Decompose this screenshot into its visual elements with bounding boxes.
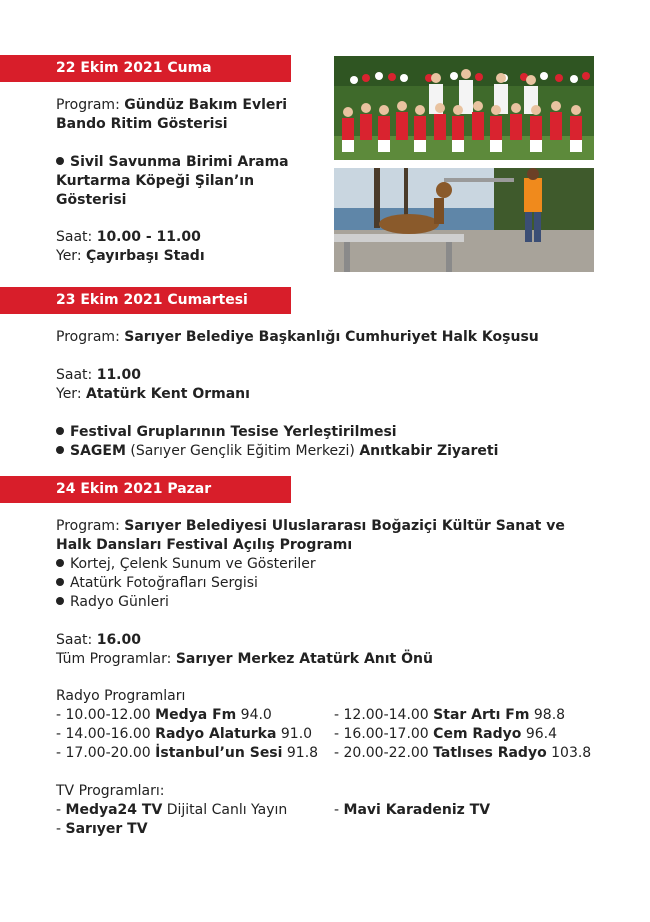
time-label: Saat:: [56, 229, 97, 245]
tv-row: [56, 801, 287, 820]
tv-channel: Mavi Karadeniz TV: [343, 802, 491, 818]
bullet-icon: [56, 157, 64, 165]
tv-channel: Medya24 TV: [65, 802, 163, 818]
time-line: [56, 366, 141, 385]
radio-time: - 14.00-16.00: [56, 726, 156, 742]
time-value: 16.00: [96, 632, 141, 648]
program-line: [56, 517, 565, 536]
radio-station: Radyo Alaturka: [155, 726, 277, 742]
date-banner-24-ekim: [0, 476, 291, 503]
bullet-icon: [56, 578, 64, 586]
radio-time: - 20.00-22.00: [334, 745, 434, 761]
radio-time: - 12.00-14.00: [334, 707, 434, 723]
program-line: [56, 96, 287, 115]
bullet-item: [56, 153, 289, 172]
bullet-item: [56, 442, 498, 461]
bullet-text: Sivil Savunma Birimi Arama: [70, 154, 289, 170]
program-title: Sarıyer Belediyesi Uluslararası Boğaziçi Kültür Sanat ve: [124, 518, 565, 534]
all-programs-venue: Sarıyer Merkez Atatürk Anıt Önü: [175, 651, 433, 667]
bullet-text: Festival Gruplarının Tesise Yerleştirilmesi: [70, 424, 397, 440]
date-text: 22 Ekim 2021 Cuma: [56, 60, 212, 76]
program-label: Program:: [56, 329, 125, 345]
venue-line: [56, 247, 205, 266]
radio-time: - 17.00-20.00: [56, 745, 156, 761]
bullet-icon: [56, 446, 64, 454]
program-label: Program:: [56, 97, 125, 113]
radio-time: - 16.00-17.00: [334, 726, 434, 742]
all-programs-line: [56, 650, 433, 669]
bullet-icon: [56, 427, 64, 435]
date-banner-22-ekim: [0, 55, 291, 82]
tv-dash: -: [56, 821, 66, 837]
venue-value: Çayırbaşı Stadı: [85, 248, 205, 264]
bullet-text: Kortej, Çelenk Sunum ve Gösteriler: [70, 556, 316, 572]
venue-line: [56, 385, 250, 404]
program-title-cont: Halk Dansları Festival Açılış Programı: [56, 537, 353, 553]
bullet-item-cont-2: [56, 191, 126, 210]
radio-frequency: 96.4: [521, 726, 558, 742]
bullet-item: [56, 574, 258, 593]
radio-frequency: 91.8: [282, 745, 319, 761]
program-line-2: [56, 115, 228, 134]
radio-row: [56, 706, 272, 725]
radio-section-title: [56, 687, 185, 706]
program-title-cont: Bando Ritim Gösterisi: [56, 116, 228, 132]
tv-section-title: [56, 782, 164, 801]
radio-station: Tatlıses Radyo: [433, 745, 547, 761]
tv-desc: Dijital Canlı Yayın: [162, 802, 288, 818]
bullet-text-desc: (Sarıyer Gençlik Eğitim Merkezi): [125, 443, 360, 459]
time-line: [56, 228, 201, 247]
bullet-text-abbr: SAGEM: [70, 443, 126, 459]
radio-frequency: 98.8: [529, 707, 566, 723]
bullet-item: [56, 593, 169, 612]
radio-station: Cem Radyo: [433, 726, 522, 742]
bullet-item: [56, 555, 316, 574]
bullet-text-cont: Kurtarma Köpeği Şilan’ın: [56, 173, 255, 189]
bullet-item: [56, 423, 397, 442]
venue-label: Yer:: [56, 248, 86, 264]
venue-label: Yer:: [56, 386, 86, 402]
venue-value: Atatürk Kent Ormanı: [85, 386, 250, 402]
program-line-2: [56, 536, 352, 555]
program-title: Sarıyer Belediye Başkanlığı Cumhuriyet Halk Koşusu: [124, 329, 539, 345]
photo-children-group: [334, 56, 594, 160]
bullet-text-end: Anıtkabir Ziyareti: [359, 443, 499, 459]
radio-frequency: 103.8: [546, 745, 592, 761]
time-value: 10.00 - 11.00: [96, 229, 201, 245]
tv-row: [334, 801, 490, 820]
date-text: 23 Ekim 2021 Cumartesi: [56, 292, 248, 308]
all-programs-label: Tüm Programlar:: [56, 651, 176, 667]
program-title: Gündüz Bakım Evleri: [124, 97, 288, 113]
radio-row: [334, 725, 557, 744]
time-value: 11.00: [96, 367, 141, 383]
radio-row: [56, 744, 318, 763]
radio-row: [56, 725, 312, 744]
radio-station: Star Artı Fm: [433, 707, 530, 723]
program-label: Program:: [56, 518, 125, 534]
bullet-text: Radyo Günleri: [70, 594, 169, 610]
date-banner-23-ekim: [0, 287, 291, 314]
radio-title-text: Radyo Programları: [56, 688, 186, 704]
radio-row: [334, 706, 565, 725]
bullet-text: Atatürk Fotoğrafları Sergisi: [70, 575, 258, 591]
bullet-icon: [56, 559, 64, 567]
photo-rescue-dog: [334, 168, 594, 272]
time-label: Saat:: [56, 632, 97, 648]
tv-channel: Sarıyer TV: [65, 821, 148, 837]
tv-title-text: TV Programları:: [56, 783, 165, 799]
bullet-text-cont-2: Gösterisi: [56, 192, 127, 208]
tv-dash: -: [334, 802, 344, 818]
date-text: 24 Ekim 2021 Pazar: [56, 481, 212, 497]
tv-row: [56, 820, 148, 839]
time-line: [56, 631, 141, 650]
radio-time: - 10.00-12.00: [56, 707, 156, 723]
bullet-item-cont: [56, 172, 254, 191]
radio-frequency: 91.0: [276, 726, 313, 742]
radio-station: İstanbul’un Sesi: [155, 745, 283, 761]
tv-dash: -: [56, 802, 66, 818]
radio-frequency: 94.0: [236, 707, 272, 723]
time-label: Saat:: [56, 367, 97, 383]
program-line: [56, 328, 539, 347]
bullet-icon: [56, 597, 64, 605]
radio-station: Medya Fm: [155, 707, 237, 723]
radio-row: [334, 744, 591, 763]
